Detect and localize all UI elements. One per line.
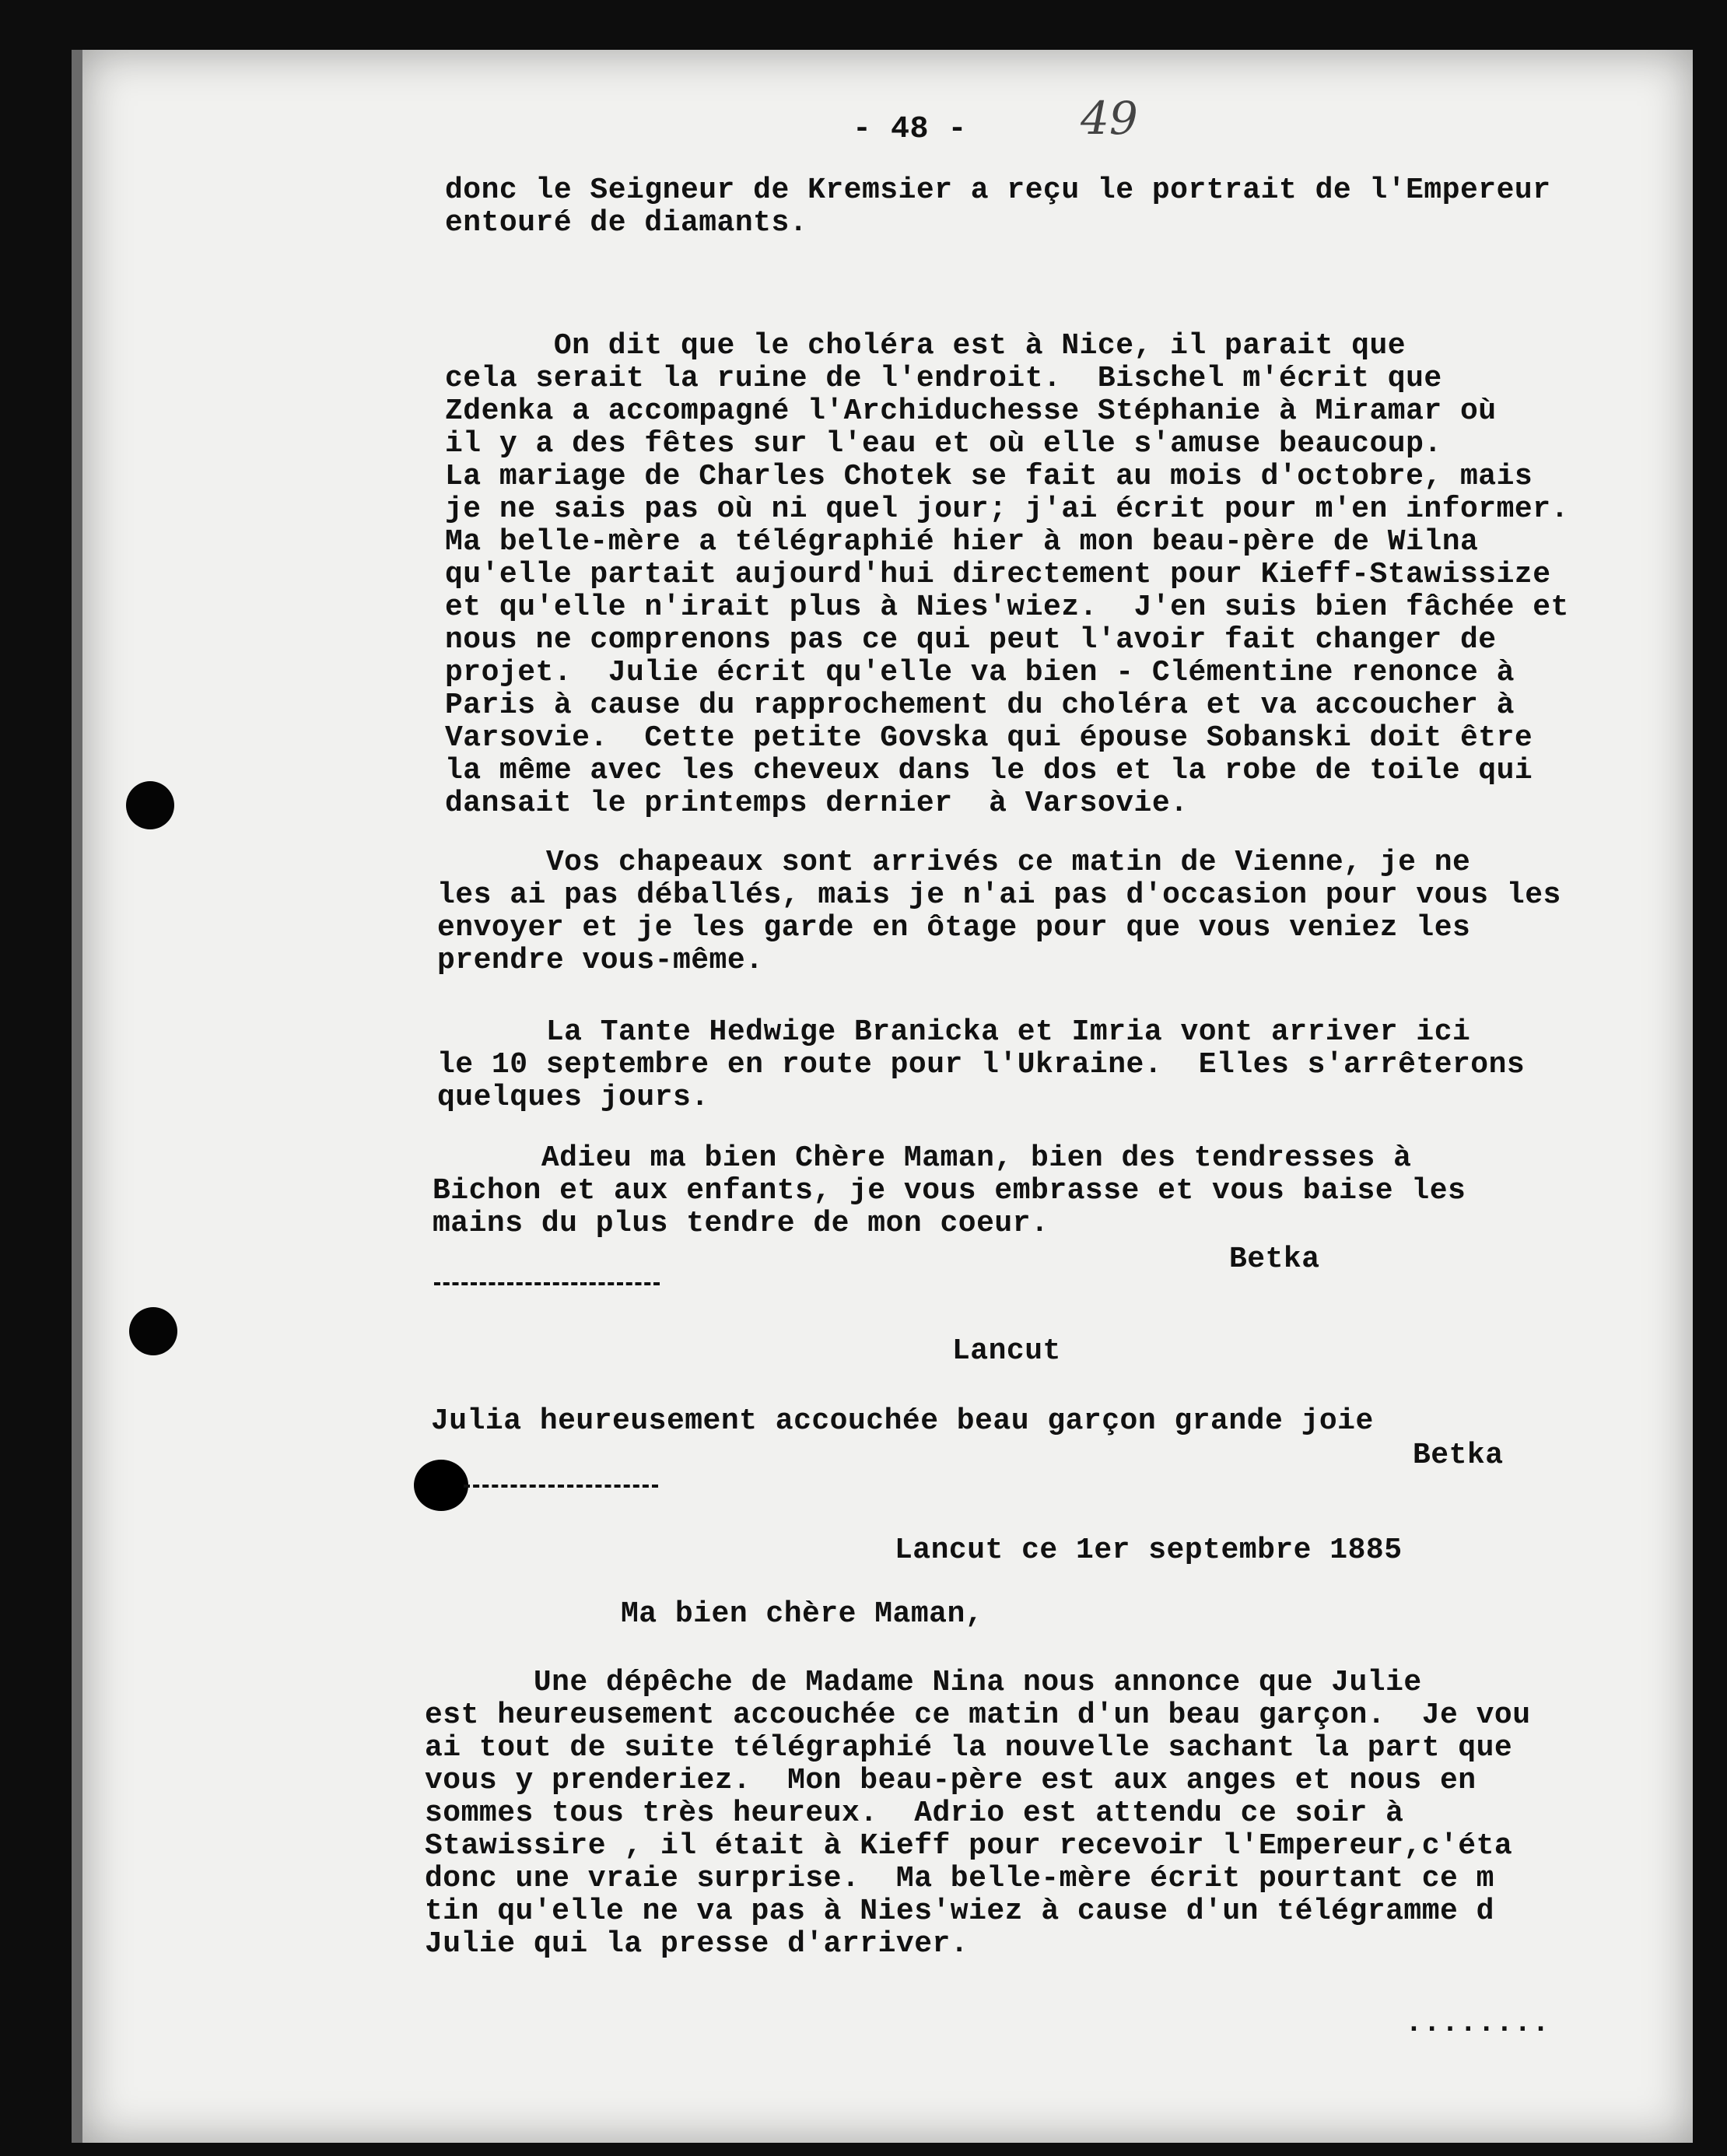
text-line: La Tante Hedwige Branicka et Imria vont arriver ici: [437, 1015, 1471, 1049]
text-line: Varsovie. Cette petite Govska qui épouse Sobanski doit être: [445, 721, 1533, 755]
text-line: est heureusement accouchée ce matin d'un beau garçon. Je vou: [425, 1699, 1531, 1732]
text-line: sommes tous très heureux. Adrio est attendu ce soir à: [425, 1797, 1404, 1830]
text-line: nous ne comprenons pas ce qui peut l'avoir fait changer de: [445, 623, 1497, 657]
text-line: La mariage de Charles Chotek se fait au mois d'octobre, mais: [445, 460, 1533, 493]
letter1-paragraph-visit: [437, 1016, 1525, 1114]
letter2-dateline: Lancut ce 1er septembre 1885: [895, 1534, 1403, 1567]
text-line: Une dépêche de Madame Nina nous annonce que Julie: [425, 1666, 1422, 1699]
text-line: vous y prenderiez. Mon beau-père est aux anges et nous en: [425, 1764, 1477, 1797]
text-line: On dit que le choléra est à Nice, il parait que: [445, 329, 1406, 363]
telegram-signature: Betka: [1413, 1439, 1504, 1472]
letter1-continuation: [445, 174, 1551, 240]
text-line: Ma belle-mère a télégraphié hier à mon beau-père de Wilna: [445, 525, 1479, 559]
section-divider: [434, 1282, 660, 1285]
ink-blot: [414, 1460, 468, 1511]
page-number: - 48 -: [853, 112, 968, 147]
letter2-paragraph: [425, 1667, 1531, 1961]
text-line: envoyer et je les garde en ôtage pour que vous veniez les: [437, 911, 1471, 945]
text-line: Stawissire , il était à Kieff pour recevoir l'Empereur,c'éta: [425, 1829, 1513, 1863]
text-line: les ai pas déballés, mais je n'ai pas d'occasion pour vous les: [437, 878, 1561, 912]
telegram-text: Julia heureusement accouchée beau garçon grande joie: [431, 1404, 1374, 1438]
text-line: projet. Julie écrit qu'elle va bien - Clémentine renonce à: [445, 656, 1515, 689]
text-line: donc une vraie surprise. Ma belle-mère écrit pourtant ce m: [425, 1862, 1494, 1895]
text-line: qu'elle partait aujourd'hui directement pour Kieff-Stawissize: [445, 558, 1551, 591]
text-line: Adieu ma bien Chère Maman, bien des tendresses à: [433, 1141, 1412, 1175]
text-line: Bichon et aux enfants, je vous embrasse et vous baise les: [433, 1174, 1466, 1208]
text-line: je ne sais pas où ni quel jour; j'ai écrit pour m'en informer.: [445, 493, 1569, 526]
letter1-paragraph-hats: [437, 847, 1561, 977]
text-line: tin qu'elle ne va pas à Nies'wiez à cause d'un télégramme d: [425, 1895, 1494, 1928]
punch-hole: [129, 1307, 177, 1355]
text-line: Zdenka a accompagné l'Archiduchesse Stéphanie à Miramar où: [445, 394, 1497, 428]
section-divider: [464, 1485, 658, 1488]
text-line: la même avec les cheveux dans le dos et la robe de toile qui: [445, 754, 1533, 787]
text-line: le 10 septembre en route pour l'Ukraine. Elles s'arrêterons: [437, 1048, 1526, 1082]
text-line: cela serait la ruine de l'endroit. Bischel m'écrit que: [445, 362, 1442, 395]
text-line: ai tout de suite télégraphié la nouvelle sachant la part que: [425, 1731, 1513, 1765]
text-line: Julie qui la presse d'arriver.: [425, 1927, 969, 1961]
document-page: [72, 50, 1693, 2143]
text-line: Vos chapeaux sont arrivés ce matin de Vienne, je ne: [437, 846, 1471, 879]
letter1-signature: Betka: [1229, 1243, 1320, 1276]
letter1-paragraph-cholera: [445, 330, 1569, 820]
telegram-place: Lancut: [952, 1334, 1061, 1368]
punch-hole: [126, 781, 174, 829]
continuation-ellipsis: ........: [1405, 2007, 1550, 2040]
text-line: et qu'elle n'irait plus à Nies'wiez. J'en suis bien fâchée et: [445, 591, 1569, 624]
text-line: dansait le printemps dernier à Varsovie.: [445, 787, 1189, 820]
letter1-paragraph-farewell: [433, 1142, 1466, 1240]
letter2-salutation: Ma bien chère Maman,: [621, 1597, 984, 1631]
text-line: mains du plus tendre de mon coeur.: [433, 1207, 1049, 1240]
text-line: donc le Seigneur de Kremsier a reçu le portrait de l'Empereur: [445, 174, 1551, 207]
text-line: entouré de diamants.: [445, 206, 808, 240]
handwritten-page-number: 49: [1081, 92, 1138, 145]
text-line: prendre vous-même.: [437, 944, 764, 977]
text-line: il y a des fêtes sur l'eau et où elle s'amuse beaucoup.: [445, 427, 1442, 461]
text-line: quelques jours.: [437, 1081, 709, 1114]
text-line: Paris à cause du rapprochement du choléra et va accoucher à: [445, 689, 1515, 722]
